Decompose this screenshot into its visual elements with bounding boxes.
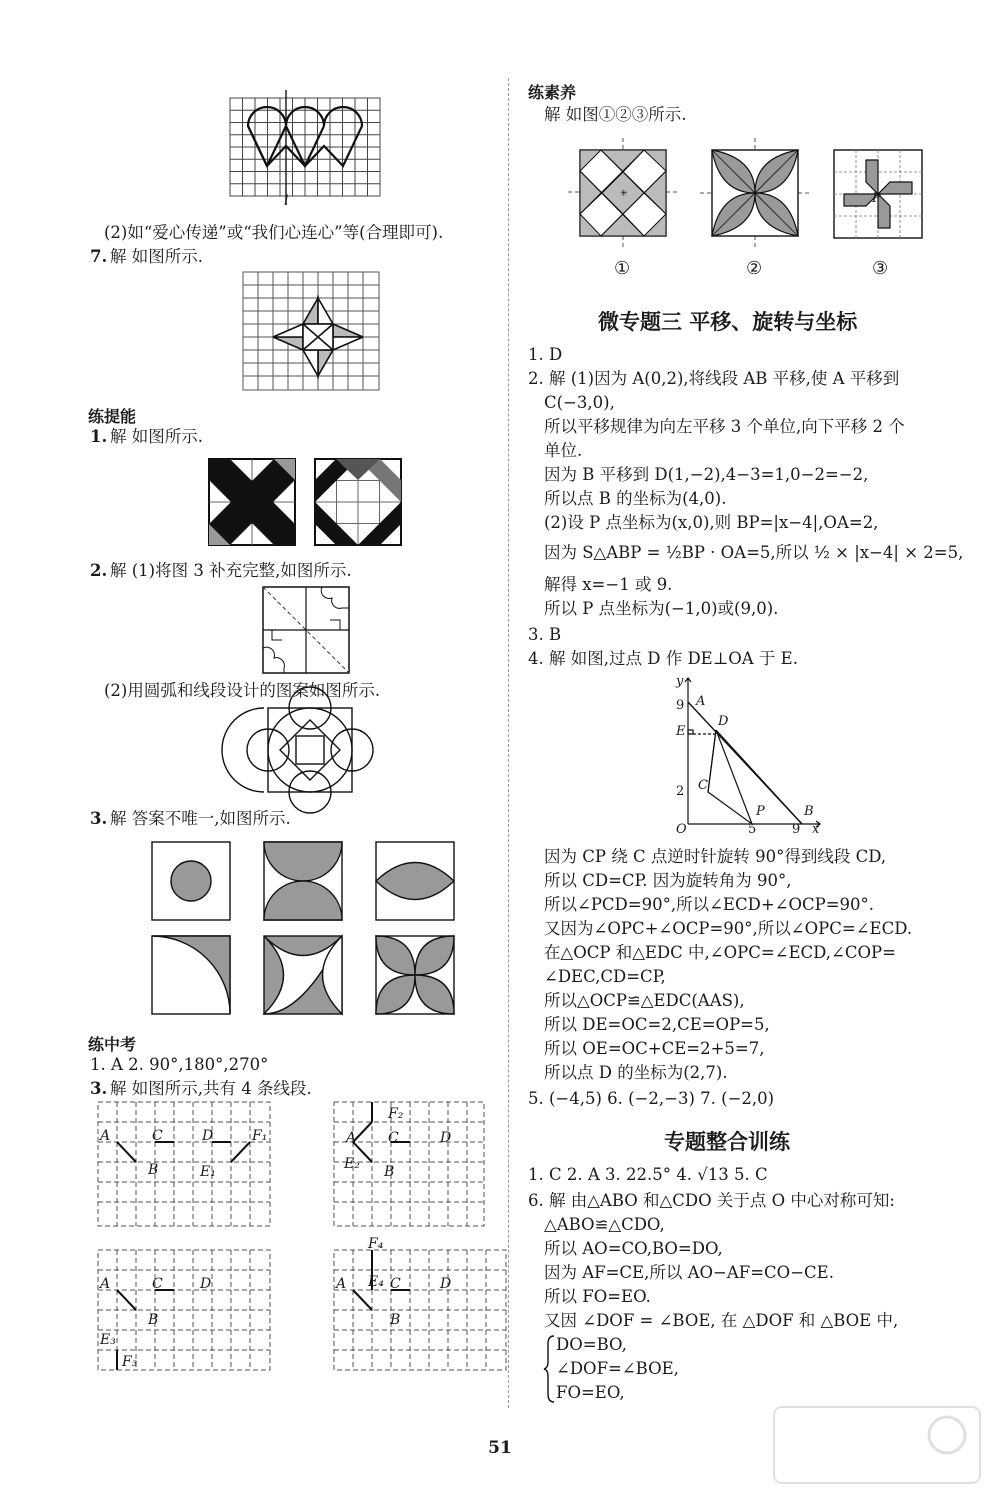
- label: B: [390, 1312, 401, 1328]
- grid-2-labels: [332, 1100, 512, 1230]
- z-line: 所以 FO=EO.: [544, 1287, 651, 1306]
- heart-grid-figure: [230, 96, 390, 206]
- z-line: 1. C 2. A 3. 22.5° 4. √13 5. C: [528, 1165, 768, 1184]
- zk1-text: 1. A 2. 90°,180°,270°: [90, 1055, 269, 1074]
- r-line: 所以∠PCD=90°,所以∠ECD+∠OCP=90°.: [544, 895, 875, 914]
- r-line: 单位.: [544, 441, 583, 460]
- label: A: [336, 1276, 347, 1292]
- fig-number-2: ②: [746, 258, 763, 279]
- label: B: [804, 804, 814, 819]
- label: E₂: [344, 1156, 360, 1172]
- page-number: 51: [488, 1438, 512, 1458]
- section-title-2: 专题整合训练: [664, 1130, 790, 1154]
- label: B: [148, 1312, 159, 1328]
- label: B: [148, 1162, 159, 1178]
- label: A: [100, 1128, 111, 1144]
- label: D: [718, 714, 729, 729]
- tn3-text: 解 答案不唯一,如图所示.: [110, 809, 291, 828]
- z-line: 6. 解 由△ABO 和△CDO 关于点 O 中心对称可知:: [528, 1191, 895, 1210]
- r-line: (2)设 P 点坐标为(x,0),则 BP=|x−4|,OA=2,: [544, 513, 879, 532]
- q7-number: 7.: [90, 247, 108, 266]
- section-tineng: 练提能: [88, 407, 137, 426]
- label: C: [388, 1130, 399, 1146]
- z-line: FO=EO,: [556, 1383, 625, 1402]
- grid-1-labels: [96, 1100, 276, 1230]
- zk3-text: 解 如图所示,共有 4 条线段.: [110, 1079, 312, 1098]
- label: A: [346, 1130, 357, 1146]
- tn3-number: 3.: [90, 809, 108, 828]
- r-line: ∠DEC,CD=CP,: [544, 967, 666, 986]
- tn1-text: 解 如图所示.: [110, 427, 203, 446]
- z-line: 又因 ∠DOF = ∠BOE, 在 △DOF 和 △BOE 中,: [544, 1311, 899, 1330]
- fig-number-3: ③: [872, 258, 889, 279]
- label: 9: [792, 822, 801, 837]
- star-grid-figure: [243, 272, 383, 392]
- suyang-figure-1: [568, 138, 678, 248]
- q7-text: 解 如图所示.: [110, 247, 203, 266]
- svg-text:✳: ✳: [620, 189, 628, 199]
- label: B: [384, 1164, 395, 1180]
- watermark-logo: [772, 1405, 982, 1485]
- label: y: [676, 674, 684, 689]
- tn1-number: 1.: [90, 427, 108, 446]
- label: F₃: [122, 1354, 138, 1370]
- z-line: 因为 AF=CE,所以 AO−AF=CO−CE.: [544, 1263, 834, 1282]
- diamond-pattern-figure: [314, 458, 404, 548]
- suyang-text: 解 如图①②③所示.: [544, 105, 687, 124]
- zk3-number: 3.: [90, 1079, 108, 1098]
- label: D: [440, 1276, 452, 1292]
- r-line: C(−3,0),: [544, 393, 615, 412]
- r-line: 所以点 D 的坐标为(2,7).: [544, 1063, 728, 1082]
- r-line: 因为 CP 绕 C 点逆时针旋转 90°得到线段 CD,: [544, 847, 887, 866]
- label: A: [696, 694, 706, 709]
- label: E: [676, 724, 686, 739]
- label: P: [756, 804, 765, 819]
- label: D: [440, 1130, 452, 1146]
- r-line: 4. 解 如图,过点 D 作 DE⊥OA 于 E.: [528, 649, 798, 668]
- r-line: 所以 OE=OC+CE=2+5=7,: [544, 1039, 765, 1058]
- r-line: 所以平移规律为向左平移 3 个单位,向下平移 2 个: [544, 417, 905, 436]
- r-line: 因为 S△ABP = ½BP · OA=5,所以 ½ × |x−4| × 2=5,: [544, 543, 964, 562]
- r-line: 所以 CD=CP. 因为旋转角为 90°,: [544, 871, 792, 890]
- label: E₁: [200, 1164, 216, 1180]
- x-pattern-figure: [208, 458, 298, 548]
- fig-number-1: ①: [614, 258, 631, 279]
- label: C: [152, 1128, 163, 1144]
- section-zhongkao: 练中考: [88, 1035, 137, 1054]
- tn2-part2: (2)用圆弧和线段设计的图案如图所示.: [104, 681, 381, 700]
- coordinate-labels: [670, 674, 830, 844]
- completed-figure-3: [262, 586, 352, 676]
- r-line: 所以 P 点坐标为(−1,0)或(9,0).: [544, 599, 779, 618]
- label: C: [698, 778, 708, 793]
- z-line: DO=BO,: [556, 1335, 627, 1354]
- r-line: 1. D: [528, 345, 563, 364]
- label: C: [152, 1276, 163, 1292]
- r-line: 所以△OCP≌△EDC(AAS),: [544, 991, 745, 1010]
- r-line: 3. B: [528, 625, 562, 644]
- label: F₄: [368, 1236, 384, 1252]
- z-line: 所以 AO=CO,BO=DO,: [544, 1239, 723, 1258]
- label: C: [390, 1276, 401, 1292]
- fig-label-l: l: [284, 193, 289, 209]
- label: D: [202, 1128, 214, 1144]
- label: O: [676, 822, 687, 837]
- tn2-number: 2.: [90, 561, 108, 580]
- z-line: ∠DOF=∠BOE,: [556, 1359, 679, 1378]
- r-line: 2. 解 (1)因为 A(0,2),将线段 AB 平移,使 A 平移到: [528, 369, 900, 388]
- label: 9: [676, 698, 685, 713]
- suyang-figure-2: [700, 138, 810, 248]
- z-line: △ABO≌△CDO,: [544, 1215, 665, 1234]
- label: x: [812, 822, 820, 837]
- r-line: 解得 x=−1 或 9.: [544, 575, 673, 594]
- label: A: [100, 1276, 111, 1292]
- label: E₃: [100, 1332, 116, 1348]
- r-line: 在△OCP 和△EDC 中,∠OPC=∠ECD,∠COP=: [544, 943, 896, 962]
- label: E₄: [368, 1274, 384, 1290]
- tn2-text: 解 (1)将图 3 补充完整,如图所示.: [110, 561, 352, 580]
- section-suyang: 练素养: [528, 83, 577, 102]
- fig3-label-p: P: [872, 191, 881, 206]
- section-title-1: 微专题三 平移、旋转与坐标: [598, 310, 858, 334]
- r-line: 所以 DE=OC=2,CE=OP=5,: [544, 1015, 770, 1034]
- r-line: 所以点 B 的坐标为(4,0).: [544, 489, 727, 508]
- grid-4-labels: [332, 1236, 512, 1378]
- label: F₂: [388, 1106, 404, 1122]
- text-line: (2)如“爱心传递”或“我们心连心”等(合理即可).: [104, 223, 444, 242]
- r-line: 因为 B 平移到 D(1,−2),4−3=1,0−2=−2,: [544, 465, 869, 484]
- grid-3-labels: [96, 1248, 276, 1378]
- brace-icon: [544, 1334, 556, 1404]
- r-line: 5. (−4,5) 6. (−2,−3) 7. (−2,0): [528, 1089, 775, 1108]
- r-line: 又因为∠OPC+∠OCP=90°,所以∠OPC=∠ECD.: [544, 919, 913, 938]
- label: F₁: [252, 1128, 268, 1144]
- label: D: [200, 1276, 212, 1292]
- label: 2: [676, 784, 685, 799]
- label: 5: [748, 822, 757, 837]
- arc-design-figure: [250, 698, 370, 802]
- six-square-patterns: [150, 840, 460, 1020]
